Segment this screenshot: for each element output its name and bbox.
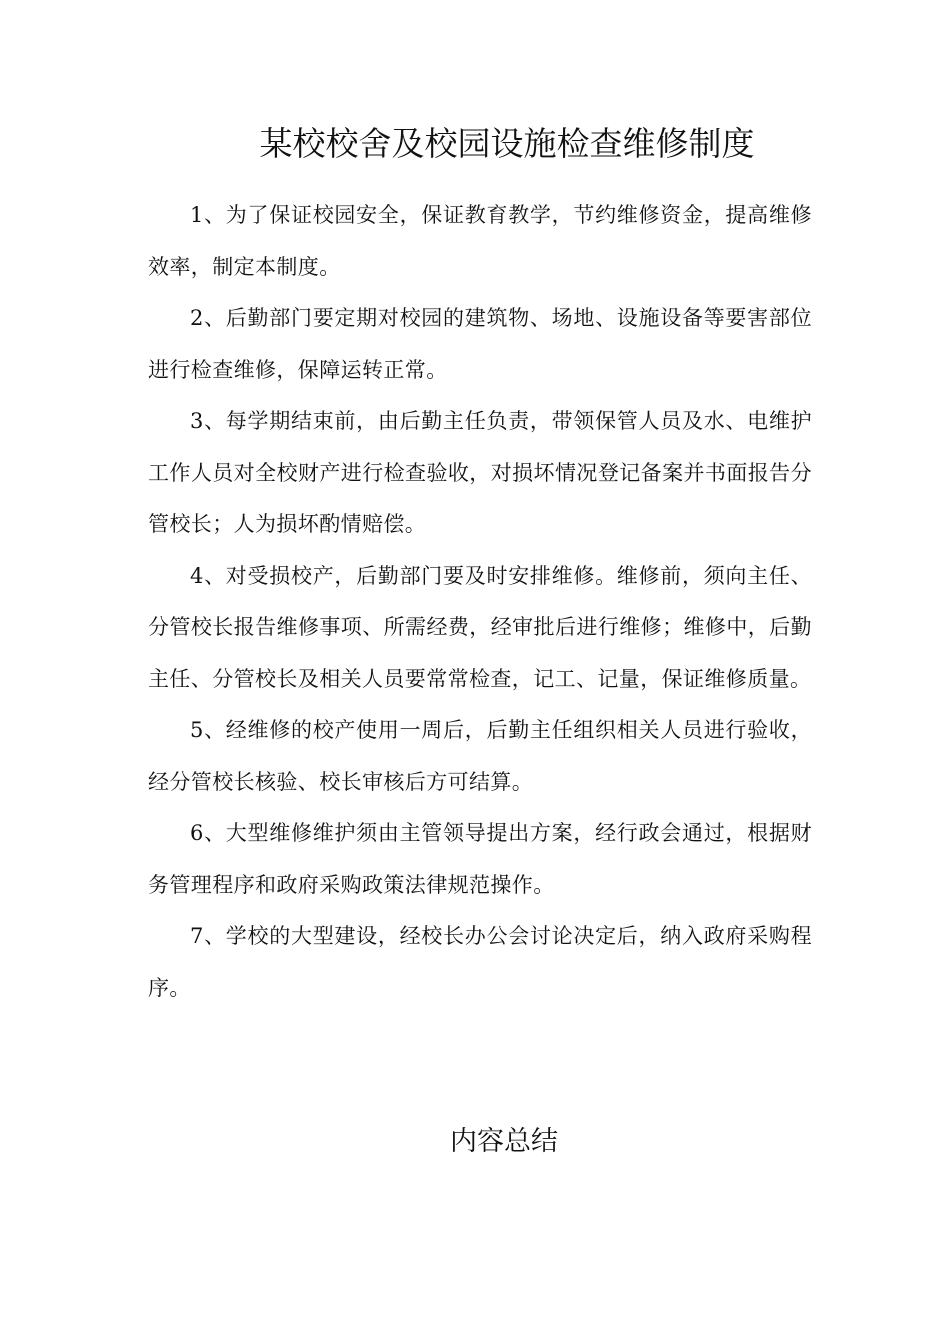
paragraph-1: 1、为了保证校园安全，保证教育教学，节约维修资金，提高维修效率，制定本制度。 (148, 203, 812, 279)
paragraph-5: 5、经维修的校产使用一周后，后勤主任组织相关人员进行验收，经分管校长核验、校长审核后方可结算。 (148, 718, 812, 794)
paragraph-2: 2、后勤部门要定期对校园的建筑物、场地、设施设备等要害部位进行检查维修，保障运转正常。 (148, 306, 812, 382)
document-title: 某校校舍及校园设施检查维修制度 (259, 124, 755, 163)
document-body (148, 190, 812, 1014)
paragraph-4: 4、对受损校产，后勤部门要及时安排维修。维修前，须向主任、分管校长报告维修事项、所需经费，经审批后进行维修；维修中，后勤主任、分管校长及相关人员要常常检查，记工、记量，保证维修质量。 (148, 563, 812, 691)
paragraph-6: 6、大型维修维护须由主管领导提出方案，经行政会通过，根据财务管理程序和政府采购政策法律规范操作。 (148, 821, 812, 897)
paragraph-3: 3、每学期结束前，由后勤主任负责，带领保管人员及水、电维护工作人员对全校财产进行检查验收，对损坏情况登记备案并书面报告分管校长；人为损坏酌情赔偿。 (148, 409, 812, 536)
summary-heading: 内容总结 (450, 1126, 558, 1157)
paragraph-7: 7、学校的大型建设，经校长办公会讨论决定后，纳入政府采购程序。 (148, 924, 812, 1000)
